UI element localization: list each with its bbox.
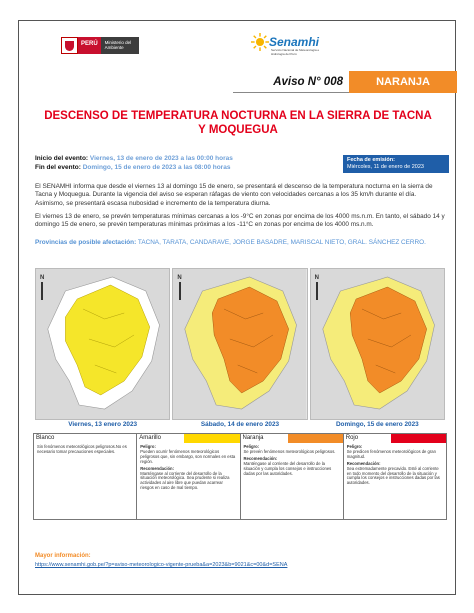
legend-swatch bbox=[288, 434, 343, 443]
legend-swatch bbox=[81, 434, 136, 443]
map-caption: Domingo, 15 de enero 2023 bbox=[335, 421, 419, 428]
peru-label: PERÚ bbox=[78, 37, 101, 54]
event-start-label: Inicio del evento: bbox=[35, 155, 89, 162]
map-panels bbox=[35, 268, 445, 420]
legend-recommendation-text: Sea extremadamente precavido. Esté al corriente en todo momento del desarrollo de la situación y cumpla los consejos e instrucciones dadas por las autoridades. bbox=[346, 465, 440, 486]
event-end-value: Domingo, 15 de enero de 2023 a las 08:00 horas bbox=[82, 163, 231, 171]
map-day-1 bbox=[35, 268, 170, 420]
legend-level-name: Blanco bbox=[36, 435, 55, 441]
map-day-3 bbox=[310, 268, 445, 420]
more-info-link[interactable]: https://www.senamhi.gob.pe/?p=aviso-meteorologico-vigente-prueba&a=2023&b=9021&c=00&d=SENA bbox=[35, 562, 288, 568]
provinces-value: TACNA, TARATA, CANDARAVE, JORGE BASADRE, MARISCAL NIETO, GRAL. SÁNCHEZ CERRO. bbox=[137, 239, 426, 246]
legend-blanco bbox=[34, 434, 137, 519]
senamhi-logo bbox=[251, 31, 341, 65]
legend-level-name: Rojo bbox=[345, 435, 359, 441]
event-period bbox=[35, 155, 233, 172]
legend-naranja: Naranja Peligro: Se prevén fenómenos meteorológicos peligrosos. Recomendación: Manténgase al corriente del desarrollo de la situación y cumpla los consejos e instrucciones dadas por las autoridades. bbox=[241, 434, 344, 519]
alert-title: DESCENSO DE TEMPERATURA NOCTURNA EN LA SIERRA DE TACNA Y MOQUEGUA bbox=[44, 110, 432, 136]
event-end-label: Fin del evento: bbox=[35, 163, 81, 171]
legend-swatch bbox=[391, 434, 446, 443]
header bbox=[19, 21, 455, 71]
emission-date-box bbox=[343, 155, 449, 173]
document-frame bbox=[18, 20, 456, 595]
shield-icon bbox=[61, 37, 78, 54]
legend-peligro-text: Pueden ocurrir fenómenos meteorológicos peligrosos que, sin embargo, son normales en esta región. bbox=[140, 448, 236, 464]
sun-icon bbox=[251, 33, 269, 51]
map-caption: Sábado, 14 de enero 2023 bbox=[200, 421, 280, 428]
ministry-label: Ministerio del Ambiente bbox=[101, 37, 139, 54]
alert-level-badge: NARANJA bbox=[349, 71, 457, 93]
peru-ministry-logo bbox=[61, 37, 139, 54]
legend-amarillo: Amarillo Peligro: Pueden ocurrir fenómenos meteorológicos peligrosos que, sin embargo, son normales en esta región. Recomendación: Manténgase al corriente del desarrollo de la situación meteorológica. Sea prudente si realiza actividades al aire libre que puedan acarrear riesgos en caso de mal tiempo. bbox=[137, 434, 240, 519]
north-arrow-icon: N bbox=[315, 275, 319, 300]
provinces bbox=[35, 239, 445, 247]
legend-level-name: Naranja bbox=[242, 435, 264, 441]
legend-peligro-text: Se predicen fenómenos meteorológicos de gran magnitud. bbox=[346, 448, 436, 459]
north-arrow-icon: N bbox=[177, 275, 181, 300]
region-map bbox=[173, 269, 306, 419]
aviso-row bbox=[233, 71, 457, 93]
aviso-number: Aviso N° 008 bbox=[233, 71, 349, 93]
region-map bbox=[36, 269, 169, 419]
senamhi-name: Senamhi bbox=[269, 35, 320, 49]
event-start-value: Viernes, 13 de enero de 2023 a las 00:00 horas bbox=[89, 155, 233, 162]
more-info-label: Mayor información: bbox=[35, 553, 91, 559]
temperature-paragraph: El viernes 13 de enero, se prevén temperaturas mínimas cercanas a los -9°C en zonas por encima de los 4000 ms.n.m. En tanto, el sábado 14 y domingo 15 de enero, se prevén temperaturas mínimas próximas a los -11°C en zonas por encima de los 4000 ms.n.m. bbox=[35, 213, 445, 229]
legend-recommendation-text: Manténgase al corriente del desarrollo de la situación y cumpla los consejos e instrucciones dadas por las autoridades. bbox=[243, 460, 332, 476]
emission-value: Miércoles, 11 de enero de 2023 bbox=[347, 164, 424, 170]
legend-rojo: Rojo Peligro: Se predicen fenómenos meteorológicos de gran magnitud. Recomendación: Sea extremadamente precavido. Esté al corriente en todo momento del desarrollo de la situación y cumpla los consejos e instrucciones dadas por las autoridades. bbox=[344, 434, 446, 519]
provinces-label: Provincias de posible afectación: bbox=[35, 239, 137, 246]
legend-peligro-text: Se prevén fenómenos meteorológicos peligrosos. bbox=[243, 448, 336, 454]
region-map bbox=[311, 269, 444, 419]
legend-level-name: Amarillo bbox=[139, 435, 161, 441]
legend-recommendation-text: Manténgase al corriente del desarrollo de la situación meteorológica. Sea prudente si realiza actividades al aire libre que puedan acarrear riesgos en caso de mal tiempo. bbox=[140, 470, 230, 491]
map-day-2 bbox=[172, 268, 307, 420]
description-paragraph: El SENAMHI informa que desde el viernes 13 al domingo 15 de enero, se presentará el descenso de la temperatura nocturna en la sierra de Tacna y Moquegua. Durante la vigencia del aviso se esperan ráfagas de viento con velocidades cercanas a los 35 km/h durante el día. Asimismo, se presentará escasa nubosidad e incremento de la temperatura diurna. bbox=[35, 183, 433, 207]
map-caption: Viernes, 13 enero 2023 bbox=[68, 421, 138, 428]
legend-swatch bbox=[184, 434, 239, 443]
emission-label: Fecha de emisión: bbox=[347, 157, 395, 163]
map-captions bbox=[35, 421, 445, 431]
senamhi-subtitle: Servicio Nacional de Meteorología e Hidrología del Perú bbox=[271, 48, 320, 56]
alert-level-legend bbox=[33, 433, 447, 520]
more-info bbox=[35, 552, 287, 570]
north-arrow-icon: N bbox=[40, 275, 44, 300]
legend-peligro-text: Sin fenómenos meteorológicos peligrosos.No es necesario tomar precauciones especiales. bbox=[37, 444, 127, 454]
